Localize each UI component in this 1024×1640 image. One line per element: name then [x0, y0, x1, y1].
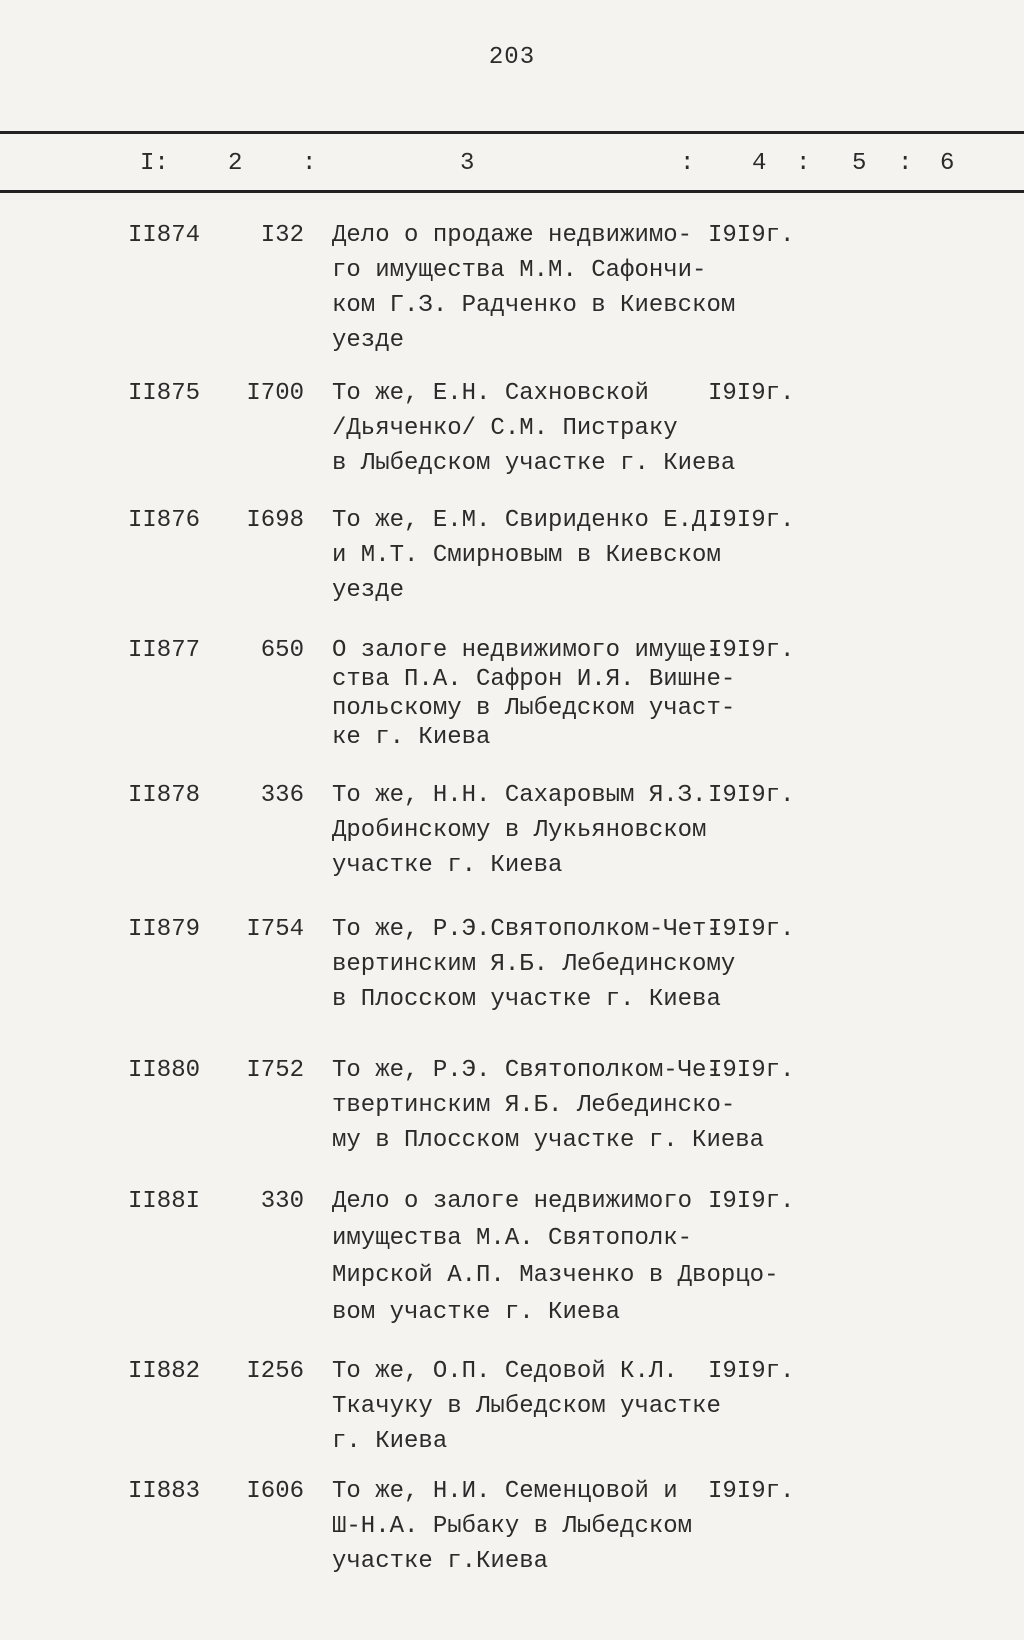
description-line: Дело о залоге недвижимого	[332, 1188, 693, 1215]
header-col-3: 3	[460, 150, 475, 177]
header-separator: :	[796, 150, 811, 177]
description-line: в Плосском участке г. Киева	[332, 986, 721, 1013]
description-line: в Лыбедском участке г. Киева	[332, 450, 736, 477]
entry-number: II877	[128, 637, 201, 664]
entry-number: II876	[128, 507, 201, 534]
description-line: имущества М.А. Святополк-	[332, 1225, 693, 1252]
description-line: вертинским Я.Б. Лебединскому	[332, 951, 736, 978]
entry-year: I9I9г.	[708, 380, 795, 407]
description-line: участке г.Киева	[332, 1548, 549, 1575]
entry-year: I9I9г.	[708, 782, 795, 809]
entry-number: II883	[128, 1478, 201, 1505]
entry-sheets: I754	[246, 916, 304, 943]
entry-number: II880	[128, 1057, 201, 1084]
entry-year: I9I9г.	[708, 222, 795, 249]
header-separator: :	[898, 150, 913, 177]
entry-sheets: 650	[260, 637, 304, 664]
header-col-4: 4	[752, 150, 767, 177]
header-separator: :	[680, 150, 695, 177]
description-line: /Дьяченко/ С.М. Пистраку	[332, 415, 678, 442]
entry-year: I9I9г.	[708, 916, 795, 943]
page-number: 203	[488, 44, 536, 71]
entry-number: II88I	[128, 1188, 201, 1215]
description-line: вом участке г. Киева	[332, 1299, 621, 1326]
header-col-1: I:	[140, 150, 169, 177]
description-line: участке г. Киева	[332, 852, 563, 879]
entry-description	[332, 376, 752, 481]
header-separator: :	[302, 150, 317, 177]
entry-description	[332, 1053, 765, 1158]
description-line: Ткачуку в Лыбедском участке	[332, 1393, 721, 1420]
entry-number: II882	[128, 1358, 201, 1385]
entry-year: I9I9г.	[708, 1358, 795, 1385]
description-line: То же, Н.И. Семенцовой и	[332, 1478, 678, 1505]
entry-description	[332, 1183, 779, 1331]
entry-description	[332, 912, 752, 1017]
description-line: Дробинскому в Лукьяновском	[332, 817, 707, 844]
description-line: ке г. Киева	[332, 724, 491, 751]
description-line: То же, Е.М. Свириденко Е.Д.	[332, 507, 721, 534]
entry-sheets: I698	[246, 507, 304, 534]
description-line: Дело о продаже недвижимо-	[332, 222, 693, 249]
header-col-6: 6	[940, 150, 955, 177]
entry-year: I9I9г.	[708, 1057, 795, 1084]
entry-description	[332, 1354, 752, 1459]
description-line: То же, Е.Н. Сахновской	[332, 380, 649, 407]
entry-year: I9I9г.	[708, 1188, 795, 1215]
description-line: О залоге недвижимого имуще-	[332, 637, 721, 664]
entry-sheets: 330	[260, 1188, 304, 1215]
entry-description	[332, 778, 752, 883]
entry-description	[332, 218, 752, 358]
description-line: му в Плосском участке г. Киева	[332, 1127, 765, 1154]
description-line: и М.Т. Смирновым в Киевском	[332, 542, 721, 569]
entry-description	[332, 636, 752, 752]
entry-number: II879	[128, 916, 201, 943]
description-line: уезде	[332, 577, 405, 604]
entry-sheets: I752	[246, 1057, 304, 1084]
entry-number: II874	[128, 222, 201, 249]
header-col-2: 2	[228, 150, 243, 177]
description-line: То же, Р.Э.Святополком-Чет-	[332, 916, 721, 943]
description-line: твертинским Я.Б. Лебединско-	[332, 1092, 736, 1119]
description-line: Ш-Н.А. Рыбаку в Лыбедском	[332, 1513, 693, 1540]
description-line: То же, Н.Н. Сахаровым Я.З.	[332, 782, 707, 809]
entry-description	[332, 1474, 752, 1579]
entry-sheets: I700	[246, 380, 304, 407]
entry-sheets: I256	[246, 1358, 304, 1385]
entry-description	[332, 503, 752, 608]
description-line: ком Г.З. Радченко в Киевском	[332, 292, 736, 319]
description-line: го имущества М.М. Сафончи-	[332, 257, 707, 284]
description-line: уезде	[332, 327, 405, 354]
description-line: польскому в Лыбедском участ-	[332, 695, 736, 722]
description-line: Мирской А.П. Мазченко в Дворцо-	[332, 1262, 779, 1289]
header-col-5: 5	[852, 150, 867, 177]
description-line: То же, Р.Э. Святополком-Че-	[332, 1057, 721, 1084]
entry-year: I9I9г.	[708, 507, 795, 534]
entry-year: I9I9г.	[708, 1478, 795, 1505]
description-line: г. Киева	[332, 1428, 448, 1455]
entry-sheets: I32	[260, 222, 304, 249]
entry-number: II878	[128, 782, 201, 809]
description-line: То же, О.П. Седовой К.Л.	[332, 1358, 678, 1385]
entry-number: II875	[128, 380, 201, 407]
description-line: ства П.А. Сафрон И.Я. Вишне-	[332, 666, 736, 693]
entry-year: I9I9г.	[708, 637, 795, 664]
entry-sheets: 336	[260, 782, 304, 809]
entry-sheets: I606	[246, 1478, 304, 1505]
